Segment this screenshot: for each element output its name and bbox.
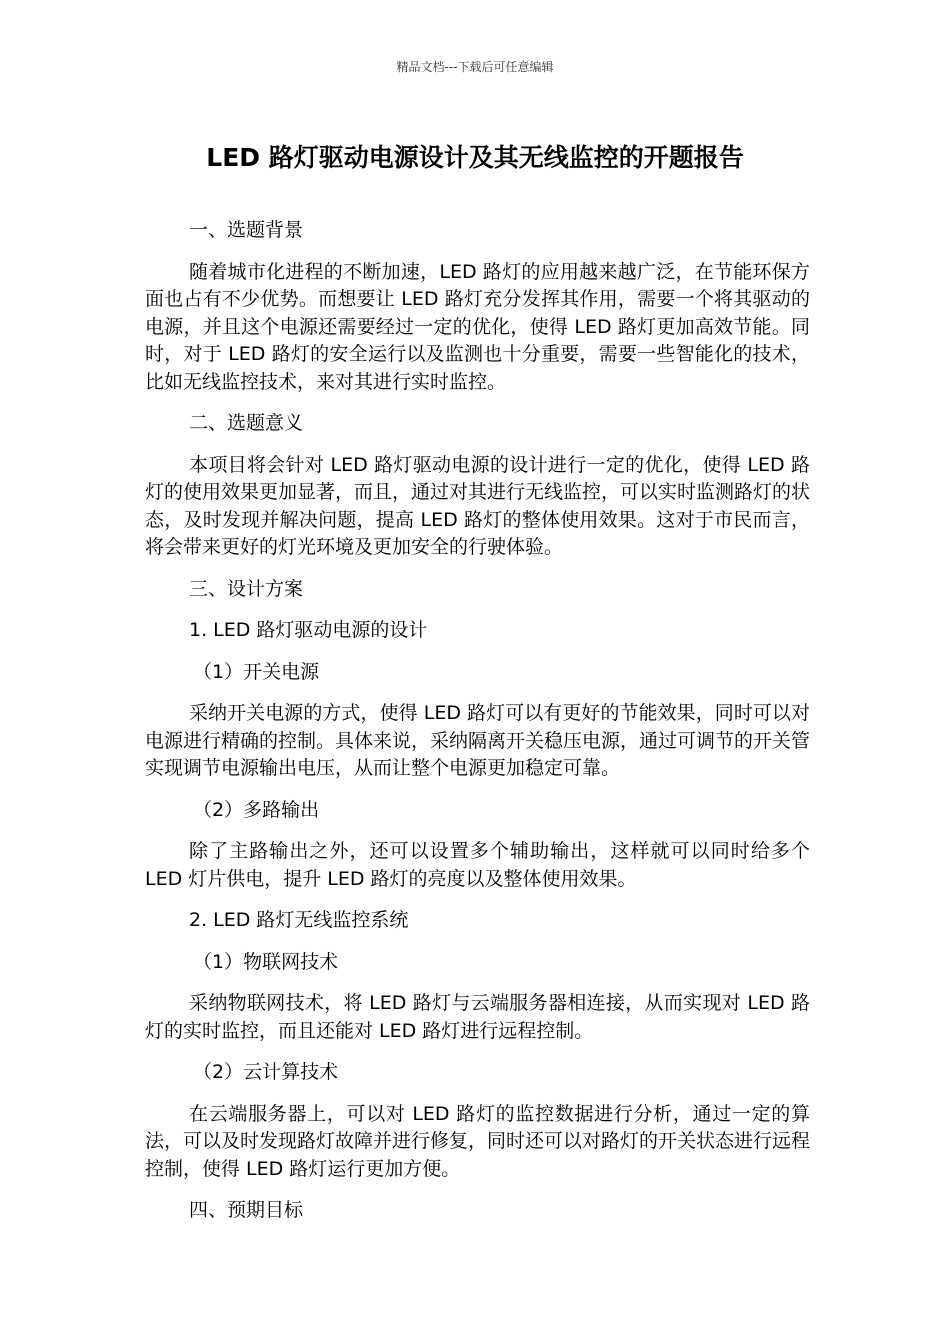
document-title: LED 路灯驱动电源设计及其无线监控的开题报告 <box>206 143 744 172</box>
document-body <box>145 217 810 1239</box>
paragraph-significance: 本项目将会针对 LED 路灯驱动电源的设计进行一定的优化，使得 LED 路灯的使用效果更加显著，而且，通过对其进行无线监控，可以实时监测路灯的状态，及时发现并解决问题，提高 LED 路灯的整体使用效果。这对于市民而言，将会带来更好的灯光环境及更加安全的行驶体验。 <box>145 453 811 558</box>
paragraph-cloud: 在云端服务器上，可以对 LED 路灯的监控数据进行分析，通过一定的算法，可以及时发现路灯故障并进行修复，同时还可以对路灯的开关状态进行远程控制，使得 LED 路灯运行更加方便。 <box>145 1102 811 1180</box>
section-heading-background: 一、选题背景 <box>189 219 304 241</box>
paragraph-iot: 采纳物联网技术，将 LED 路灯与云端服务器相连接，从而实现对 LED 路灯的实时监控，而且还能对 LED 路灯进行远程控制。 <box>145 992 810 1042</box>
section-heading-goals: 四、预期目标 <box>189 1199 304 1221</box>
section-heading-design: 三、设计方案 <box>189 577 304 600</box>
subsection-heading-wireless-monitoring: 2. LED 路灯无线监控系统 <box>189 909 409 931</box>
item-heading-cloud: （2）云计算技术 <box>193 1061 339 1083</box>
subsection-heading-power-design: 1. LED 路灯驱动电源的设计 <box>189 619 428 641</box>
paragraph-background: 随着城市化进程的不断加速，LED 路灯的应用越来越广泛，在节能环保方面也占有不少优势。而想要让 LED 路灯充分发挥其作用，需要一个将其驱动的电源，并且这个电源还需要经过一定的优化，使得 LED 路灯更加高效节能。同时，对于 LED 路灯的安全运行以及监测也十分重要，需要一些智能化的技术，比如无线监控技术，来对其进行实时监控。 <box>145 260 810 393</box>
paragraph-multi-output: 除了主路输出之外，还可以设置多个辅助输出，这样就可以同时给多个 LED 灯片供电，提升 LED 路灯的亮度以及整体使用效果。 <box>145 840 810 890</box>
item-heading-switching-power: （1）开关电源 <box>193 660 320 683</box>
item-heading-iot: （1）物联网技术 <box>193 950 339 973</box>
paragraph-switching-power: 采纳开关电源的方式，使得 LED 路灯可以有更好的节能效果，同时可以对电源进行精确的控制。具体来说，采纳隔离开关稳压电源，通过可调节的开关管实现调节电源输出电压，从而让整个电源更加稳定可靠。 <box>145 702 811 779</box>
item-heading-multi-output: （2）多路输出 <box>193 798 320 821</box>
page-header-note: 精品文档---下载后可任意编辑 <box>396 60 554 74</box>
section-heading-significance: 二、选题意义 <box>189 412 304 434</box>
